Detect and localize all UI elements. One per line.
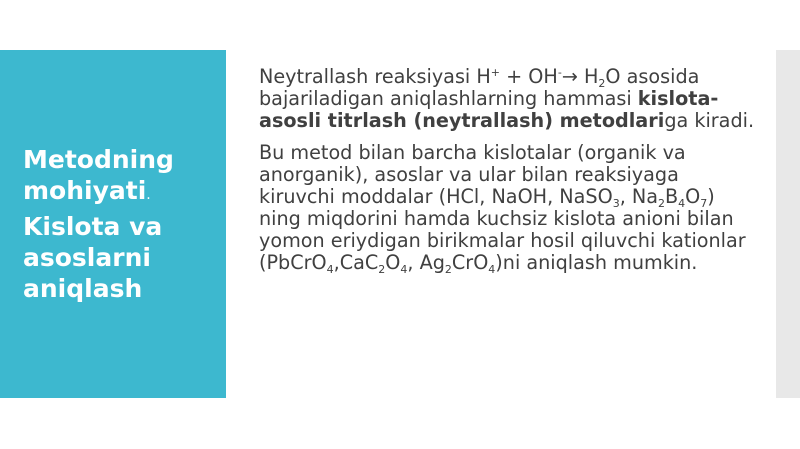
p2-sub-3: 4 <box>678 197 686 210</box>
p2-text-9: CrO <box>451 251 489 274</box>
title-line-3: Kislota va <box>23 212 163 241</box>
p2-text-4: O <box>685 185 701 208</box>
paragraph-method <box>259 142 759 274</box>
p2-text-10: )ni aniqlash mumkin. <box>495 251 698 274</box>
title-line-5: aniqlash <box>23 274 143 303</box>
slide-title <box>23 144 223 304</box>
p1-sub-1: 2 <box>598 77 606 90</box>
title-line-2: mohiyati <box>23 176 147 205</box>
p1-sup-1: + <box>490 66 501 79</box>
p1-sup-2: - <box>557 66 562 79</box>
p1-text-4: O <box>605 65 621 88</box>
p1-text-5: asosida bajariladigan aniqlashlarning hammasi <box>259 65 700 110</box>
p2-sub-7: 4 <box>400 263 408 276</box>
p2-sub-2: 2 <box>658 197 665 210</box>
p2-text-1: Bu metod bilan barcha kislotalar (organik va anorganik), asoslar va ular bilan reaksiyaga kiruvchi moddalar (HCl, NaOH, NaSO <box>259 141 686 208</box>
p2-sub-4: 7 <box>700 197 708 210</box>
title-line-1: Metodning <box>23 145 174 174</box>
slide-content <box>259 66 759 274</box>
p2-sub-9: 4 <box>488 263 496 276</box>
p1-text-6: ga kiradi. <box>664 109 755 132</box>
p2-sub-8: 2 <box>444 263 452 276</box>
p2-text-7: O <box>385 251 401 274</box>
p2-text-5: ) ning miqdorini hamda kuchsiz kislota anioni bilan yomon eriydigan birikmalar hosil qiluvchi kationlar (PbCrO <box>259 185 746 274</box>
p1-bold-term: kislota-asosli titrlash (neytrallash) metodlari <box>259 87 719 132</box>
p2-sub-5: 4 <box>326 263 334 276</box>
p2-text-8: , Ag <box>407 251 445 274</box>
side-accent-bar <box>776 50 800 398</box>
title-line-4: asoslarni <box>23 243 151 272</box>
title-dot: . <box>146 187 151 203</box>
p2-text-3: B <box>665 185 679 208</box>
p1-text-1: Neytrallash reaksiyasi H <box>259 65 491 88</box>
paragraph-neutralization <box>259 66 759 132</box>
p2-text-6: ,CaC <box>333 251 379 274</box>
p2-text-2: , Na <box>619 185 658 208</box>
p1-text-2: + OH <box>500 65 558 88</box>
p2-sub-1: 3 <box>612 197 620 210</box>
p2-sub-6: 2 <box>378 263 386 276</box>
p1-text-3: → H <box>561 65 599 88</box>
